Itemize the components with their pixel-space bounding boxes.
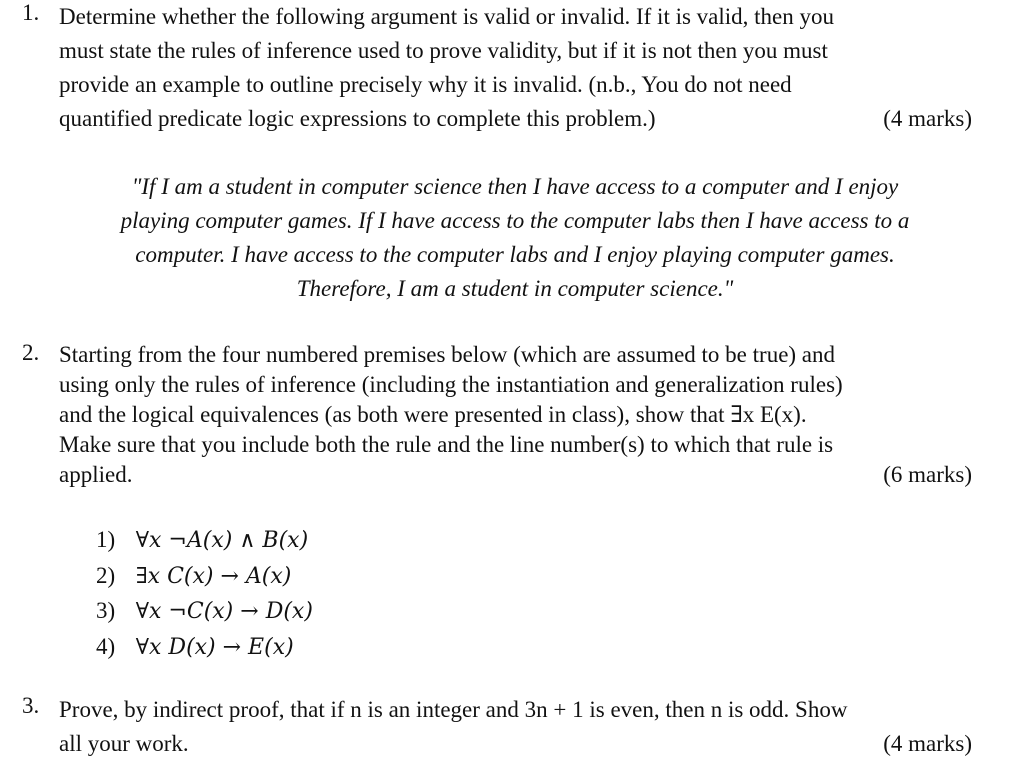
question-2-line: Make sure that you include both the rule and the line number(s) to which that rule is <box>59 432 834 457</box>
question-3 <box>22 693 972 761</box>
argument-quote <box>40 170 990 306</box>
question-1-text <box>59 0 972 136</box>
question-3-last-line <box>59 727 972 761</box>
premise-number: 3) <box>96 598 116 623</box>
question-1-last-line <box>59 102 972 136</box>
premise-expression: ∀x ¬C(x) → D(x) <box>135 599 313 624</box>
question-1-line: Determine whether the following argument is valid or invalid. If it is valid, then you <box>59 4 835 29</box>
premise-expression: ∃x C(x) → A(x) <box>135 563 292 589</box>
question-2-line: applied. <box>59 462 133 487</box>
premise-1 <box>96 523 313 559</box>
quote-line: Therefore, I am a student in computer science." <box>296 276 734 301</box>
question-1-line: quantified predicate logic expressions to complete this problem.) <box>59 106 656 131</box>
quote-line: computer. I have access to the computer labs and I enjoy playing computer games. <box>135 242 895 267</box>
question-2-line: and the logical equivalences (as both were presented in class), show that ∃x E(x). <box>59 402 807 427</box>
question-2-text <box>59 340 972 490</box>
quote-line: "If I am a student in computer science then I have access to a computer and I enjoy <box>131 174 899 199</box>
question-2-line: using only the rules of inference (including the instantiation and generalization rules) <box>59 372 843 397</box>
question-1-line: must state the rules of inference used to prove validity, but if it is not then you must <box>59 38 828 63</box>
premise-number: 1) <box>96 527 116 552</box>
premise-number: 4) <box>96 633 116 659</box>
question-2 <box>22 340 972 490</box>
premise-3 <box>96 594 313 630</box>
question-1 <box>22 0 972 136</box>
question-2-last-line <box>59 460 972 490</box>
question-1-marks: (4 marks) <box>883 106 972 131</box>
quote-line: playing computer games. If I have access to the computer labs then I have access to a <box>120 208 910 233</box>
question-2-line: Starting from the four numbered premises below (which are assumed to be true) and <box>59 342 836 367</box>
question-3-text <box>59 693 972 761</box>
premise-expression: ∀x ¬A(x) ∧ B(x) <box>135 528 309 553</box>
premise-2 <box>96 559 313 595</box>
question-3-line: all your work. <box>59 731 189 756</box>
premise-list <box>96 523 313 665</box>
question-3-marks: (4 marks) <box>883 731 972 756</box>
question-1-number: 1. <box>22 0 40 25</box>
premise-number: 2) <box>96 562 116 588</box>
question-3-line: Prove, by indirect proof, that if n is an integer and 3n + 1 is even, then n is odd. Show <box>59 697 848 722</box>
premise-4 <box>96 630 313 666</box>
question-2-marks: (6 marks) <box>883 462 972 487</box>
question-1-line: provide an example to outline precisely why it is invalid. (n.b., You do not need <box>59 72 792 97</box>
question-3-number: 3. <box>22 693 40 718</box>
premise-expression: ∀x D(x) → E(x) <box>135 634 294 660</box>
question-2-number: 2. <box>22 340 40 365</box>
